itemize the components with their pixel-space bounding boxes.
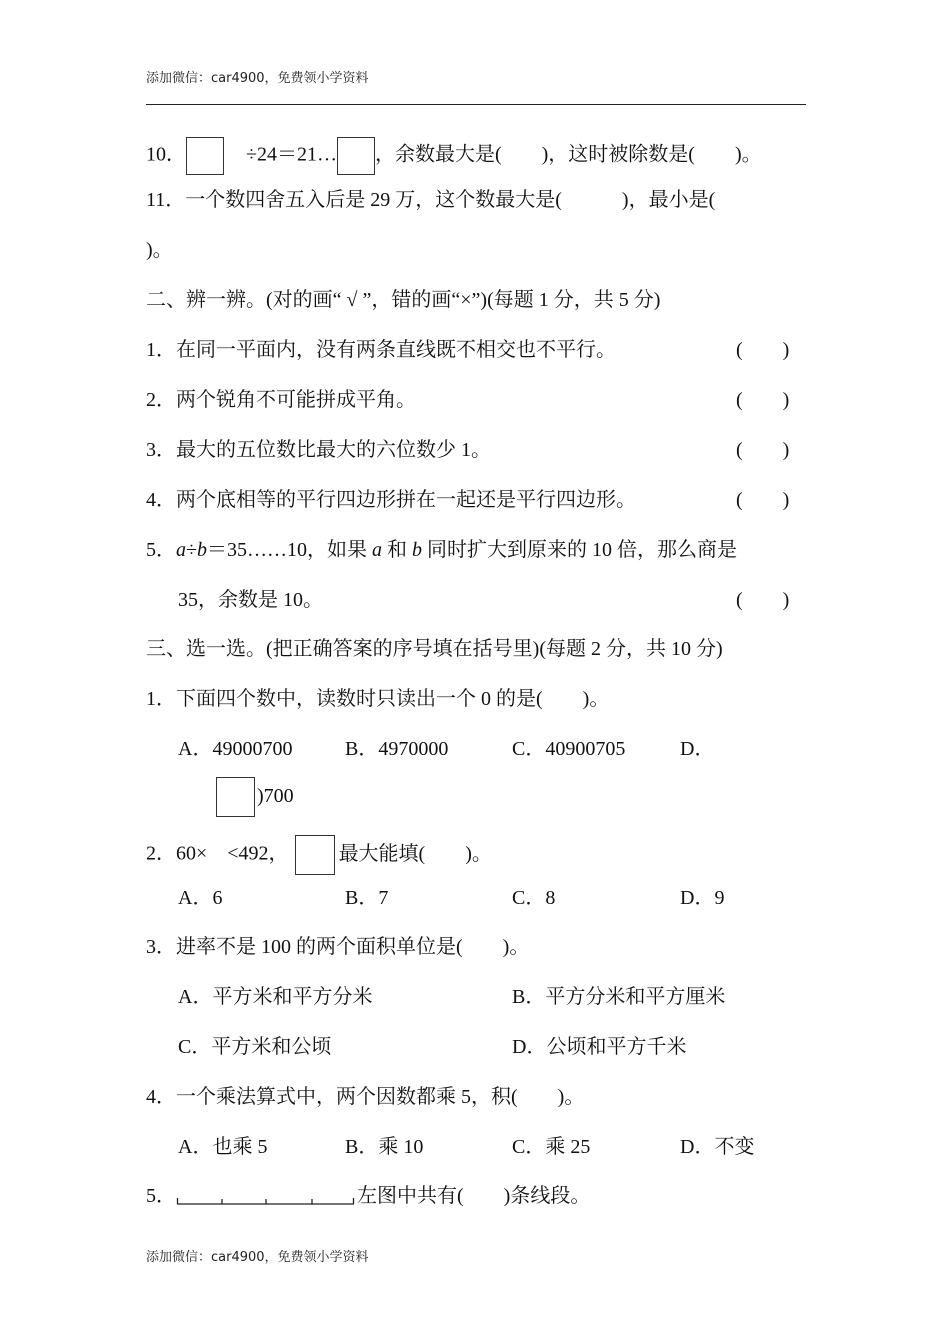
option-c[interactable]: C．乘 25 (512, 1136, 591, 1158)
answer-paren[interactable]: ( ) (736, 389, 790, 411)
divide-sign: ÷ (186, 539, 197, 561)
answer-paren[interactable]: ( ) (736, 589, 790, 611)
section-3-title: 三、选一选。(把正确答案的序号填在括号里)(每题 2 分，共 10 分) (146, 638, 723, 660)
answer-box[interactable] (295, 835, 335, 875)
option-d[interactable]: D． (680, 738, 715, 760)
choice-question-4: 4．一个乘法算式中，两个因数都乘 5，积( )。 (146, 1086, 585, 1108)
answer-box[interactable] (186, 137, 224, 175)
question-text: 和 (381, 539, 412, 561)
choice-question-3: 3．进率不是 100 的两个面积单位是( )。 (146, 936, 530, 958)
question-number: 5． (146, 539, 176, 561)
option-d-digits: )700 (257, 784, 294, 807)
option-b[interactable]: B．7 (345, 887, 389, 909)
question-11-continued: )。 (146, 239, 173, 261)
question-10 (146, 137, 762, 175)
variable-a: a (176, 539, 186, 561)
question-number: 10． (146, 143, 186, 166)
option-b[interactable]: B．平方分米和平方厘米 (512, 986, 726, 1008)
judge-item-5 (146, 537, 737, 563)
option-a[interactable]: A．6 (178, 887, 223, 909)
option-a[interactable]: A．平方米和平方分米 (178, 986, 373, 1008)
variable-b: b (196, 539, 207, 561)
option-c[interactable]: C．8 (512, 887, 556, 909)
choice-question-5-number: 5． (146, 1185, 176, 1207)
header-note: 添加微信：car4900，免费领小学资料 (146, 71, 369, 86)
answer-paren[interactable]: ( ) (736, 439, 790, 461)
judge-item-3: 3．最大的五位数比最大的六位数少 1。 (146, 439, 491, 461)
option-d[interactable]: D．9 (680, 887, 725, 909)
judge-item-2: 2．两个锐角不可能拼成平角。 (146, 389, 416, 411)
section-2-title: 二、辨一辨。(对的画“ √ ”，错的画“×”)(每题 1 分，共 5 分) (146, 289, 661, 311)
option-d[interactable]: D．不变 (680, 1136, 755, 1158)
variable-b: b (411, 539, 422, 561)
question-text: 2．60× <492， (146, 842, 289, 865)
judge-item-4: 4．两个底相等的平行四边形拼在一起还是平行四边形。 (146, 489, 636, 511)
choice-question-2 (146, 835, 492, 875)
choice-question-1: 1．下面四个数中，读数时只读出一个 0 的是( )。 (146, 688, 610, 710)
option-a[interactable]: A．49000700 (178, 738, 293, 760)
answer-paren[interactable]: ( ) (736, 339, 790, 361)
answer-paren[interactable]: ( ) (736, 489, 790, 511)
question-text: 同时扩大到原来的 10 倍，那么商是 (421, 539, 737, 561)
choice-question-5: 左图中共有( )条线段。 (357, 1185, 591, 1207)
option-d-continued (216, 777, 294, 817)
option-c[interactable]: C．平方米和公顷 (178, 1036, 332, 1058)
header-divider (146, 104, 806, 105)
option-a[interactable]: A．也乘 5 (178, 1136, 268, 1158)
option-b[interactable]: B．乘 10 (345, 1136, 424, 1158)
judge-item-5-continued: 35，余数是 10。 (178, 589, 323, 611)
footer-note: 添加微信：car4900，免费领小学资料 (146, 1250, 369, 1265)
answer-box[interactable] (337, 137, 375, 175)
division-text: ÷24＝21… (246, 143, 337, 166)
variable-a: a (371, 539, 382, 561)
option-d[interactable]: D．公顷和平方千米 (512, 1036, 687, 1058)
answer-box[interactable] (216, 777, 255, 817)
question-text: ＝35……10，如果 (206, 539, 372, 561)
question-text: 最大能填( )。 (338, 842, 492, 865)
question-11: 11．一个数四舍五入后是 29 万，这个数最大是( )，最小是( (146, 189, 716, 211)
line-segment-figure (176, 1193, 356, 1207)
option-c[interactable]: C．40900705 (512, 738, 626, 760)
option-b[interactable]: B．4970000 (345, 738, 449, 760)
judge-item-1: 1．在同一平面内，没有两条直线既不相交也不平行。 (146, 339, 616, 361)
question-text: ，余数最大是( )，这时被除数是( )。 (374, 143, 762, 166)
